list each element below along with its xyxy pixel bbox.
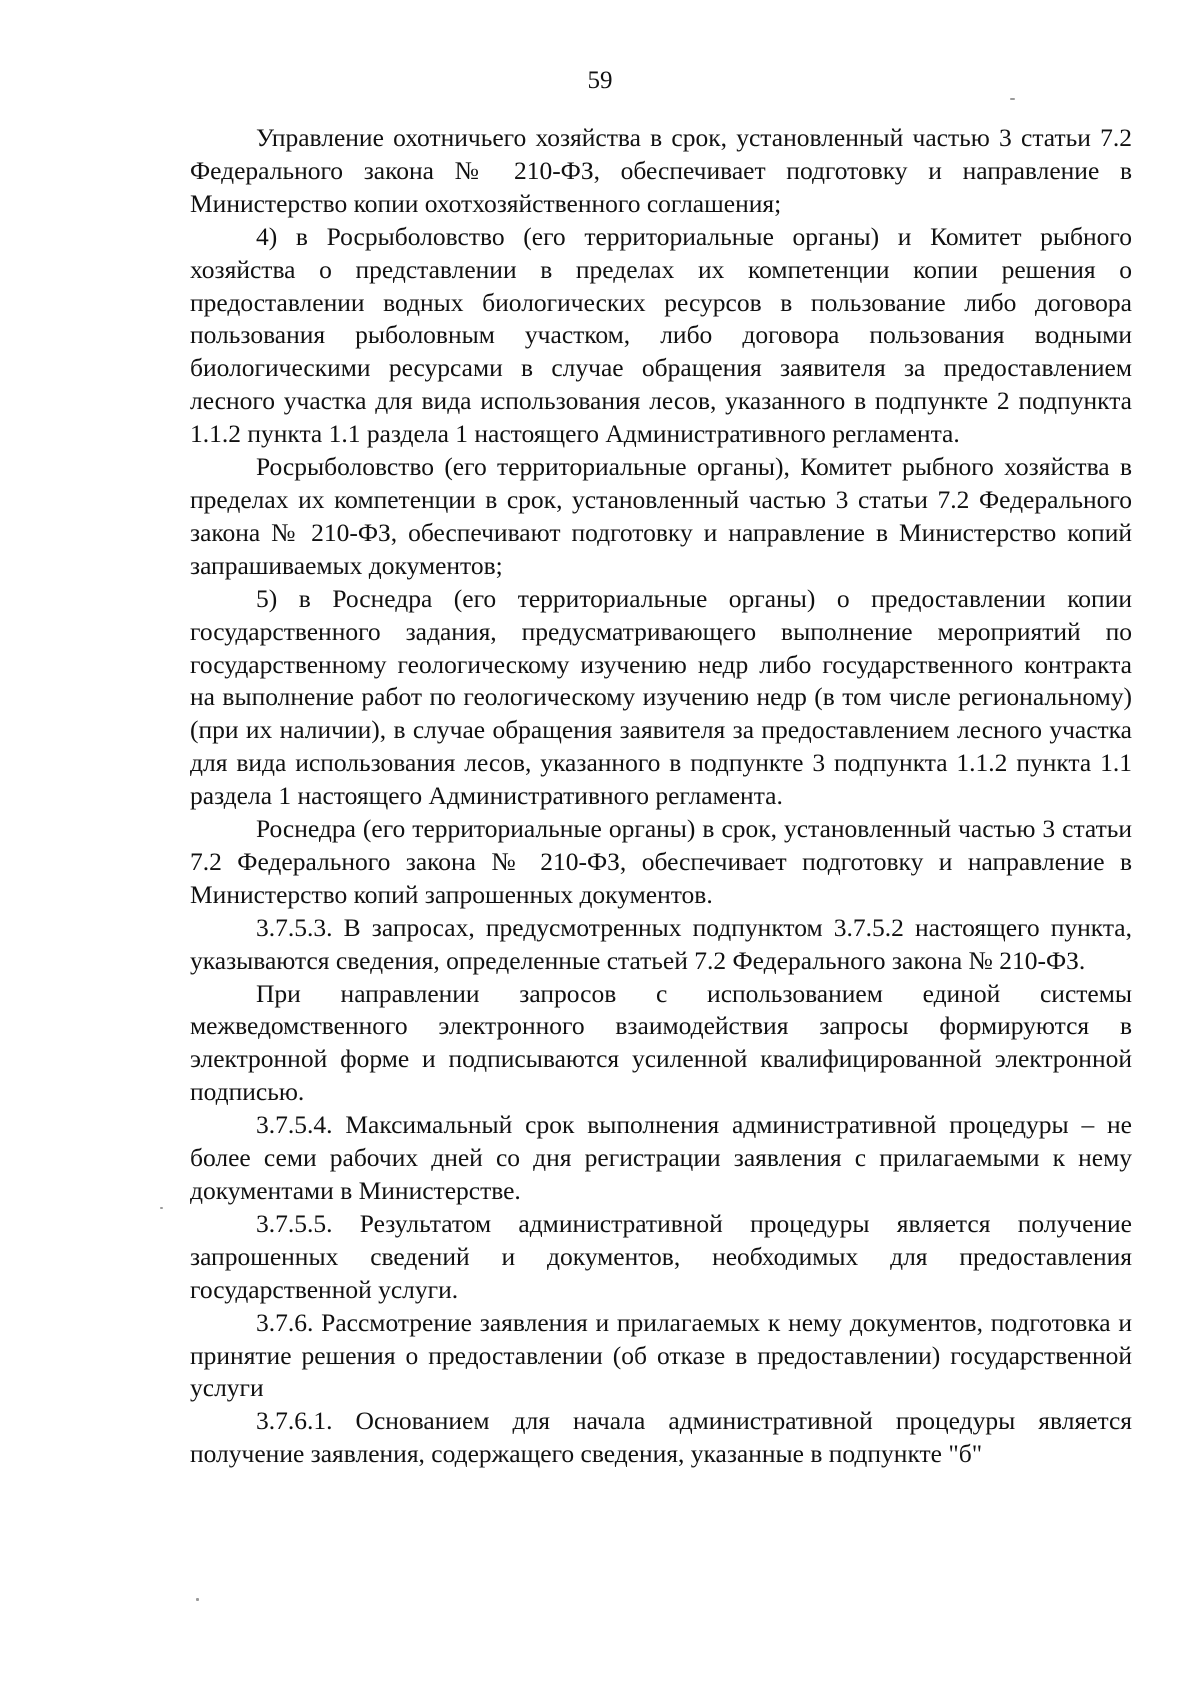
paragraph-item-4-rosrybolovstvo: 4) в Росрыболовство (его территориальные органы) и Комитет рыбного хозяйства о представлении в пределах их компетенции копии решения о предоставлении водных биологических ресурсов в пользование либо договора пользования рыболовным участком, либо договора пользования водными биологическими ресурсами в случае обращения заявителя за предоставлением лесного участка для вида использования лесов, указанного в подпункте 2 подпункта 1.1.2 пункта 1.1 раздела 1 настоящего Административного регламента. bbox=[190, 221, 1132, 449]
scan-speck bbox=[1010, 98, 1015, 100]
page-number: 59 bbox=[587, 67, 613, 94]
paragraph-rosnedra-deadline: Роснедра (его территориальные органы) в срок, установленный частью 3 статьи 7.2 Федерального закона № 210-ФЗ, обеспечивает подготовку и направление в Министерство копий запрошенных документов. bbox=[190, 814, 1132, 909]
paragraph-3-7-5-3: 3.7.5.3. В запросах, предусмотренных подпунктом 3.7.5.2 настоящего пункта, указываются сведения, определенные статьей 7.2 Федерального закона № 210-ФЗ. bbox=[190, 912, 1132, 975]
paragraph-3-7-5-5: 3.7.5.5. Результатом административной процедуры является получение запрошенных сведений и документов, необходимых для предоставления государственной услуги. bbox=[190, 1208, 1132, 1304]
paragraph-3-7-6-1: 3.7.6.1. Основанием для начала административной процедуры является получение заявления, содержащего сведения, указанные в подпункте "б" bbox=[190, 1406, 1132, 1469]
document-body bbox=[190, 122, 1132, 1471]
paragraph-3-7-6: 3.7.6. Рассмотрение заявления и прилагаемых к нему документов, подготовка и принятие решения о предоставлении (об отказе в предоставлении) государственной услуги bbox=[190, 1307, 1132, 1403]
scan-speck bbox=[196, 1598, 199, 1601]
paragraph-item-5-rosnedra: 5) в Роснедра (его территориальные органы) о предоставлении копии государственного задания, предусматривающего выполнение мероприятий по государственному геологическому изучению недр либо государственного контракта на выполнение работ по геологическому изучению недр (в том числе региональному) (при их наличии), в случае обращения заявителя за предоставлением лесного участка для вида использования лесов, указанного в подпункте 3 подпункта 1.1.2 пункта 1.1 раздела 1 настоящего Административного регламента. bbox=[190, 583, 1132, 811]
paragraph-hunting-management: Управление охотничьего хозяйства в срок, установленный частью 3 статьи 7.2 Федерального закона № 210-ФЗ, обеспечивает подготовку и направление в Министерство копии охотхозяйственного соглашения; bbox=[190, 123, 1132, 218]
paragraph-electronic-requests: При направлении запросов с использованием единой системы межведомственного электронного взаимодействия запросы формируются в электронной форме и подписываются усиленной квалифицированной электронной подписью. bbox=[190, 978, 1132, 1107]
paragraph-rosrybolovstvo-deadline: Росрыболовство (его территориальные органы), Комитет рыбного хозяйства в пределах их компетенции в срок, установленный частью 3 статьи 7.2 Федерального закона № 210-ФЗ, обеспечивают подготовку и направление в Министерство копий запрашиваемых документов; bbox=[190, 452, 1132, 580]
paragraph-3-7-5-4: 3.7.5.4. Максимальный срок выполнения административной процедуры – не более семи рабочих дней со дня регистрации заявления с прилагаемыми к нему документами в Министерстве. bbox=[190, 1110, 1132, 1205]
scan-speck bbox=[160, 1207, 163, 1209]
